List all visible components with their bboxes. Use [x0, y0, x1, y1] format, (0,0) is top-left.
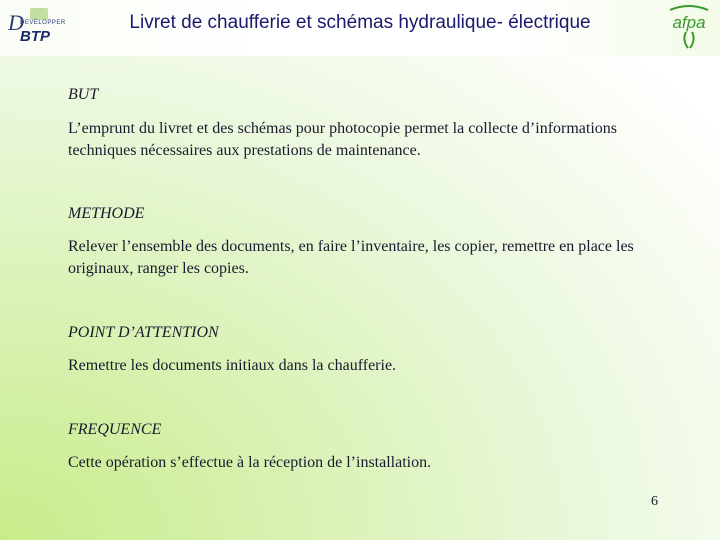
afpa-logo-graphic — [664, 4, 714, 50]
section-heading-frequence: FREQUENCE — [68, 421, 162, 438]
section-text-methode: Relever l’ensemble des documents, en faire l’inventaire, les copier, remettre en place les originaux, ranger les copies. — [68, 238, 634, 277]
logo-initial: D — [8, 10, 24, 35]
section-heading-point-attention: POINT D’ATTENTION — [68, 324, 219, 341]
page-number: 6 — [651, 494, 658, 509]
page-title: Livret de chaufferie et schémas hydraulique- électrique — [129, 12, 591, 33]
section-heading-methode: METHODE — [68, 205, 145, 222]
logo-brand: BTP — [20, 28, 50, 45]
section-text-frequence: Cette opération s’effectue à la réception de l’installation. — [68, 454, 432, 471]
section-text-point-attention: Remettre les documents initiaux dans la chaufferie. — [68, 357, 397, 374]
section-heading-but: BUT — [68, 86, 99, 103]
afpa-logo-text: afpa — [672, 13, 706, 32]
afpa-logo — [664, 4, 714, 50]
logo-small-text: DEVELOPPER — [20, 20, 66, 26]
section-text-but: L’emprunt du livret et des schémas pour photocopie permet la collecte d’informations techniques nécessaires aux prestations de maintenance. — [68, 120, 618, 159]
